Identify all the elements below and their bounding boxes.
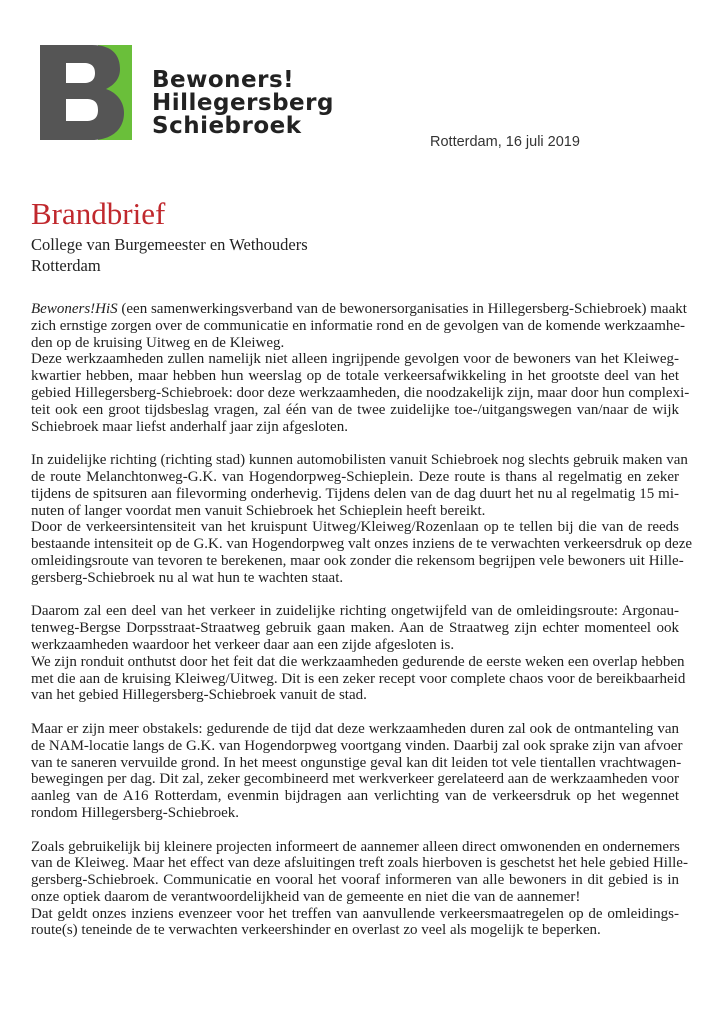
text-line: gersberg-Schiebroek. Communicatie en vooral het vooraf informeren van alle bewoners in dit gebied is in xyxy=(31,872,679,889)
text-line: Bewoners!HiS (een samenwerkingsverband van de bewonersorganisaties in Hillegersberg-Schiebroek) maakt xyxy=(31,301,687,317)
text-line: de NAM-locatie langs de G.K. van Hogendorpweg voortgang vinden. Daarbij zal ook sprake zijn van afvoer xyxy=(31,737,683,754)
logo-b-letter xyxy=(40,45,124,140)
text-line: de route Melanchtonweg-G.K. van Hogendorpweg-Schieplein. Deze route is thans al regelmatig en zeker xyxy=(31,468,679,485)
text-line: den op de kruising Uitweg en de Kleiweg. xyxy=(31,334,285,351)
text-line: Schiebroek maar liefst anderhalf jaar zijn afgesloten. xyxy=(31,418,348,435)
text-line: nuten of langer voordat men vanuit Schiebroek het Schieplein heeft bereikt. xyxy=(31,502,486,519)
text-line: Door de verkeersintensiteit van het kruispunt Uitweg/Kleiweg/Rozenlaan op te tellen bij die van de reeds xyxy=(31,519,679,536)
text-line: kwartier hebben, maar hebben hun weerslag op de totale verkeersafwikkeling in het grootste deel van het xyxy=(31,368,679,385)
text-line: omleidingsroute van tevoren te berekenen, maar ook zonder die rekensom begrijpen vele bewoners uit Hille- xyxy=(31,552,684,569)
letter-title: Brandbrief xyxy=(31,196,166,231)
text-line: Deze werkzaamheden zullen namelijk niet alleen ingrijpende gevolgen voor de bewoners van het Kleiweg- xyxy=(31,351,679,368)
paragraph xyxy=(31,838,688,940)
paragraph xyxy=(31,301,690,435)
text-line: Dat geldt onzes inziens evenzeer voor het treffen van aanvullende verkeersmaatregelen op de omleidings- xyxy=(31,905,679,922)
text-line: bestaande intensiteit op de G.K. van Hogendorpweg valt onzes inziens de te verwachten verkeersdruk op deze xyxy=(31,536,693,553)
addressee xyxy=(31,234,308,276)
text-line: tenweg-Bergse Dorpsstraat-Straatweg gebruik gaan maken. Aan de Straatweg zijn echter momenteel ook xyxy=(31,620,679,637)
text-line: teit ook een groot tijdsbeslag vragen, zal één van de twee zuidelijke toe-/uitgangswegen van/naar de wijk xyxy=(31,401,679,418)
addressee-line-1: College van Burgemeester en Wethouders xyxy=(31,235,308,254)
text-line: van de Kleiweg. Maar het effect van deze afsluitingen treft zoals hierboven is geschetst het hele gebied Hille- xyxy=(31,855,688,872)
text-line: van te saneren vervuilde grond. In het meest ongunstige geval kan dit leiden tot vele tientallen vrachtwagen- xyxy=(31,754,682,771)
text-line: zich ernstige zorgen over de communicatie en informatie rond en de gevolgen van de komende werkzaamhe- xyxy=(31,317,686,334)
text-line: met die aan de kruising Kleiweg/Uitweg. Dit is een zeker recept voor complete chaos voor de bereikbaarheid xyxy=(31,670,686,687)
paragraph xyxy=(31,720,683,822)
text-line: rondom Hillegersberg-Schiebroek. xyxy=(31,804,240,821)
text-line: aanleg van de A16 Rotterdam, evenmin bijdragen aan verlichting van de verkeersdruk op het wegennet xyxy=(31,788,679,805)
logo-b-mark xyxy=(40,45,135,140)
text-line: tijdens de spitsuren aan filevorming onderhevig. Tijdens delen van de dag duurt het nu al regelmatig 15 mi- xyxy=(31,485,679,502)
text-line: Zoals gebruikelijk bij kleinere projecten informeert de aannemer alleen direct omwonenden en ondernemers xyxy=(31,838,680,855)
organization-logo xyxy=(40,45,340,145)
logo-line-1: Bewoners! xyxy=(152,67,295,93)
logo-line-3: Schiebroek xyxy=(152,113,302,139)
text-line: werkzaamheden waardoor het verkeer daar aan een zijde afgesloten is. xyxy=(31,636,455,653)
text-line: Daarom zal een deel van het verkeer in zuidelijke richting ongetwijfeld van de omleidingsroute: Argonau- xyxy=(31,603,679,620)
paragraph xyxy=(31,452,693,586)
text-line: route(s) teneinde de te verwachten verkeershinder en overlast zo veel als mogelijk te beperken. xyxy=(31,922,601,939)
text-line: In zuidelijke richting (richting stad) kunnen automobilisten vanuit Schiebroek nog slechts gebruik maken van xyxy=(31,452,688,469)
paragraph xyxy=(31,603,686,704)
logo-wordmark xyxy=(152,69,334,138)
logo-line-2: Hillegersberg xyxy=(152,90,334,116)
text-line: onze optiek daarom de verantwoordelijkheid van de gemeente en niet die van de aannemer! xyxy=(31,888,581,905)
text-line: gersberg-Schiebroek nu al wat hun te wachten staat. xyxy=(31,569,344,586)
text-line: gebied Hillegersberg-Schiebroek: door deze werkzaamheden, die noodzakelijk zijn, maar door hun complexi- xyxy=(31,384,690,401)
text-line: bewegingen per dag. Dit zal, zeker gecombineerd met werkverkeer gerelateerd aan de werkzaamheden voor xyxy=(31,771,679,788)
text-line: Maar er zijn meer obstakels: gedurende de tijd dat deze werkzaamheden duren zal ook de ontmanteling van xyxy=(31,720,679,737)
letter-body xyxy=(31,301,693,956)
text-line: van het gebied Hillegersberg-Schiebroek vanuit de stad. xyxy=(31,687,367,704)
organization-name-italic: Bewoners!HiS xyxy=(31,301,118,317)
addressee-line-2: Rotterdam xyxy=(31,256,101,275)
text-line: We zijn ronduit onthutst door het feit dat die werkzaamheden gedurende de eerste weken een overlap hebben xyxy=(31,653,685,670)
dateline: Rotterdam, 16 juli 2019 xyxy=(430,134,580,150)
